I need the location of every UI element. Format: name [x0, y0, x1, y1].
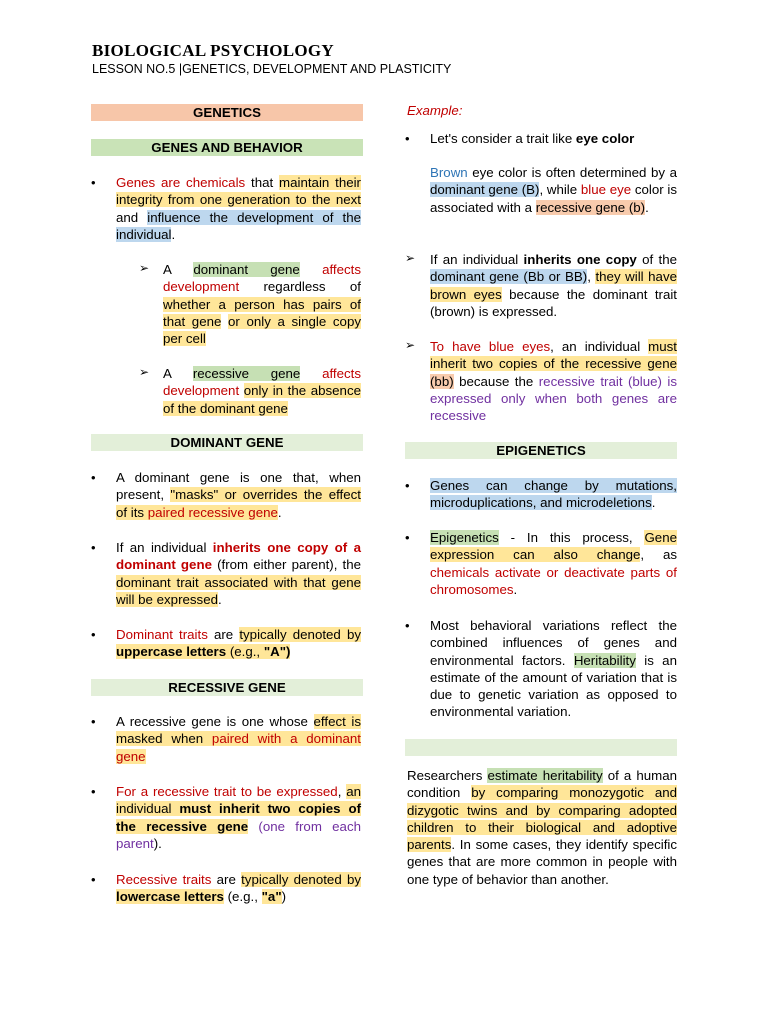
- bullet-icon: •: [405, 618, 410, 633]
- bullet-icon: •: [405, 131, 410, 146]
- dominant-gene-heading: DOMINANT GENE: [91, 434, 363, 451]
- bullet-icon: •: [405, 478, 410, 493]
- researchers-paragraph: Researchers estimate heritability of a human condition by comparing monozygotic and dizygotic twins and by comparing adopted children to their biological and adoptive parents. In some cases, they identify specific genes that are more common in people with one type of behavior than another.: [407, 768, 678, 887]
- empty-heading-bar: [405, 739, 677, 756]
- arrow-bullet-icon: ➢: [405, 251, 416, 265]
- bullet-icon: •: [91, 175, 96, 190]
- bullet-icon: •: [91, 714, 96, 729]
- document-subtitle: LESSON NO.5 |GENETICS, DEVELOPMENT AND PLASTICITY: [92, 62, 452, 76]
- heritability-paragraph: Most behavioral variations reflect the combined influences of genes and environmental factors. Heritability is an estimate of the amount of variation that is due to genetic variation as opposed to environmental variation.: [430, 618, 677, 720]
- arrow-bullet-icon: ➢: [139, 261, 150, 275]
- bullet-icon: •: [405, 530, 410, 545]
- arrow-bullet-icon: ➢: [139, 365, 150, 379]
- epigenetics-heading: EPIGENETICS: [405, 442, 677, 459]
- recessive-lowercase-paragraph: Recessive traits are typically denoted by lowercase letters (e.g., "a"): [116, 872, 361, 905]
- dominant-affects-paragraph: A dominant gene affects development regardless of whether a person has pairs of that gene or only a single copy per cell: [163, 262, 361, 347]
- genes-chemicals-paragraph: Genes are chemicals that maintain their integrity from one generation to the next and influence the development of the individual.: [116, 175, 361, 242]
- blue-eyes-paragraph: To have blue eyes, an individual must inherit two copies of the recessive gene (bb) because the recessive trait (blue) is expressed only when both genes are recessive: [430, 339, 678, 424]
- bullet-icon: •: [91, 470, 96, 485]
- recessive-inherit-paragraph: For a recessive trait to be expressed, an individual must inherit two copies of the recessive gene (one from each parent).: [116, 784, 362, 851]
- brown-blue-paragraph: Brown eye color is often determined by a dominant gene (B), while blue eye color is associated with a recessive gene (b).: [430, 165, 677, 215]
- example-label: Example:: [407, 103, 463, 118]
- eye-color-intro: Let's consider a trait like eye color: [430, 131, 635, 146]
- dominant-inherit-paragraph: If an individual inherits one copy of a dominant gene (from either parent), the dominant trait associated with that gene will be expressed.: [116, 540, 362, 607]
- epigenetics-definition-paragraph: Epigenetics - In this process, Gene expression can also change, as chemicals activate or deactivate parts of chromosomes.: [430, 530, 678, 597]
- document-title: BIOLOGICAL PSYCHOLOGY: [92, 41, 334, 60]
- recessive-affects-paragraph: A recessive gene affects development only in the absence of the dominant gene: [163, 366, 361, 416]
- recessive-gene-heading: RECESSIVE GENE: [91, 679, 363, 696]
- genetics-heading: GENETICS: [91, 104, 363, 121]
- bullet-icon: •: [91, 540, 96, 555]
- bullet-icon: •: [91, 872, 96, 887]
- mutations-paragraph: Genes can change by mutations, microduplications, and microdeletions.: [430, 478, 677, 511]
- inherit-one-copy-paragraph: If an individual inherits one copy of the dominant gene (Bb or BB), they will have brown eyes because the dominant trait (brown) is expressed.: [430, 252, 678, 319]
- recessive-definition-paragraph: A recessive gene is one whose effect is masked when paired with a dominant gene: [116, 714, 361, 764]
- bullet-icon: •: [91, 627, 96, 642]
- dominant-definition-paragraph: A dominant gene is one that, when present, "masks" or overrides the effect of its paired recessive gene.: [116, 470, 361, 520]
- bullet-icon: •: [91, 784, 96, 799]
- genes-behavior-heading: GENES AND BEHAVIOR: [91, 139, 363, 156]
- dominant-uppercase-paragraph: Dominant traits are typically denoted by uppercase letters (e.g., "A"): [116, 627, 362, 660]
- arrow-bullet-icon: ➢: [405, 338, 416, 352]
